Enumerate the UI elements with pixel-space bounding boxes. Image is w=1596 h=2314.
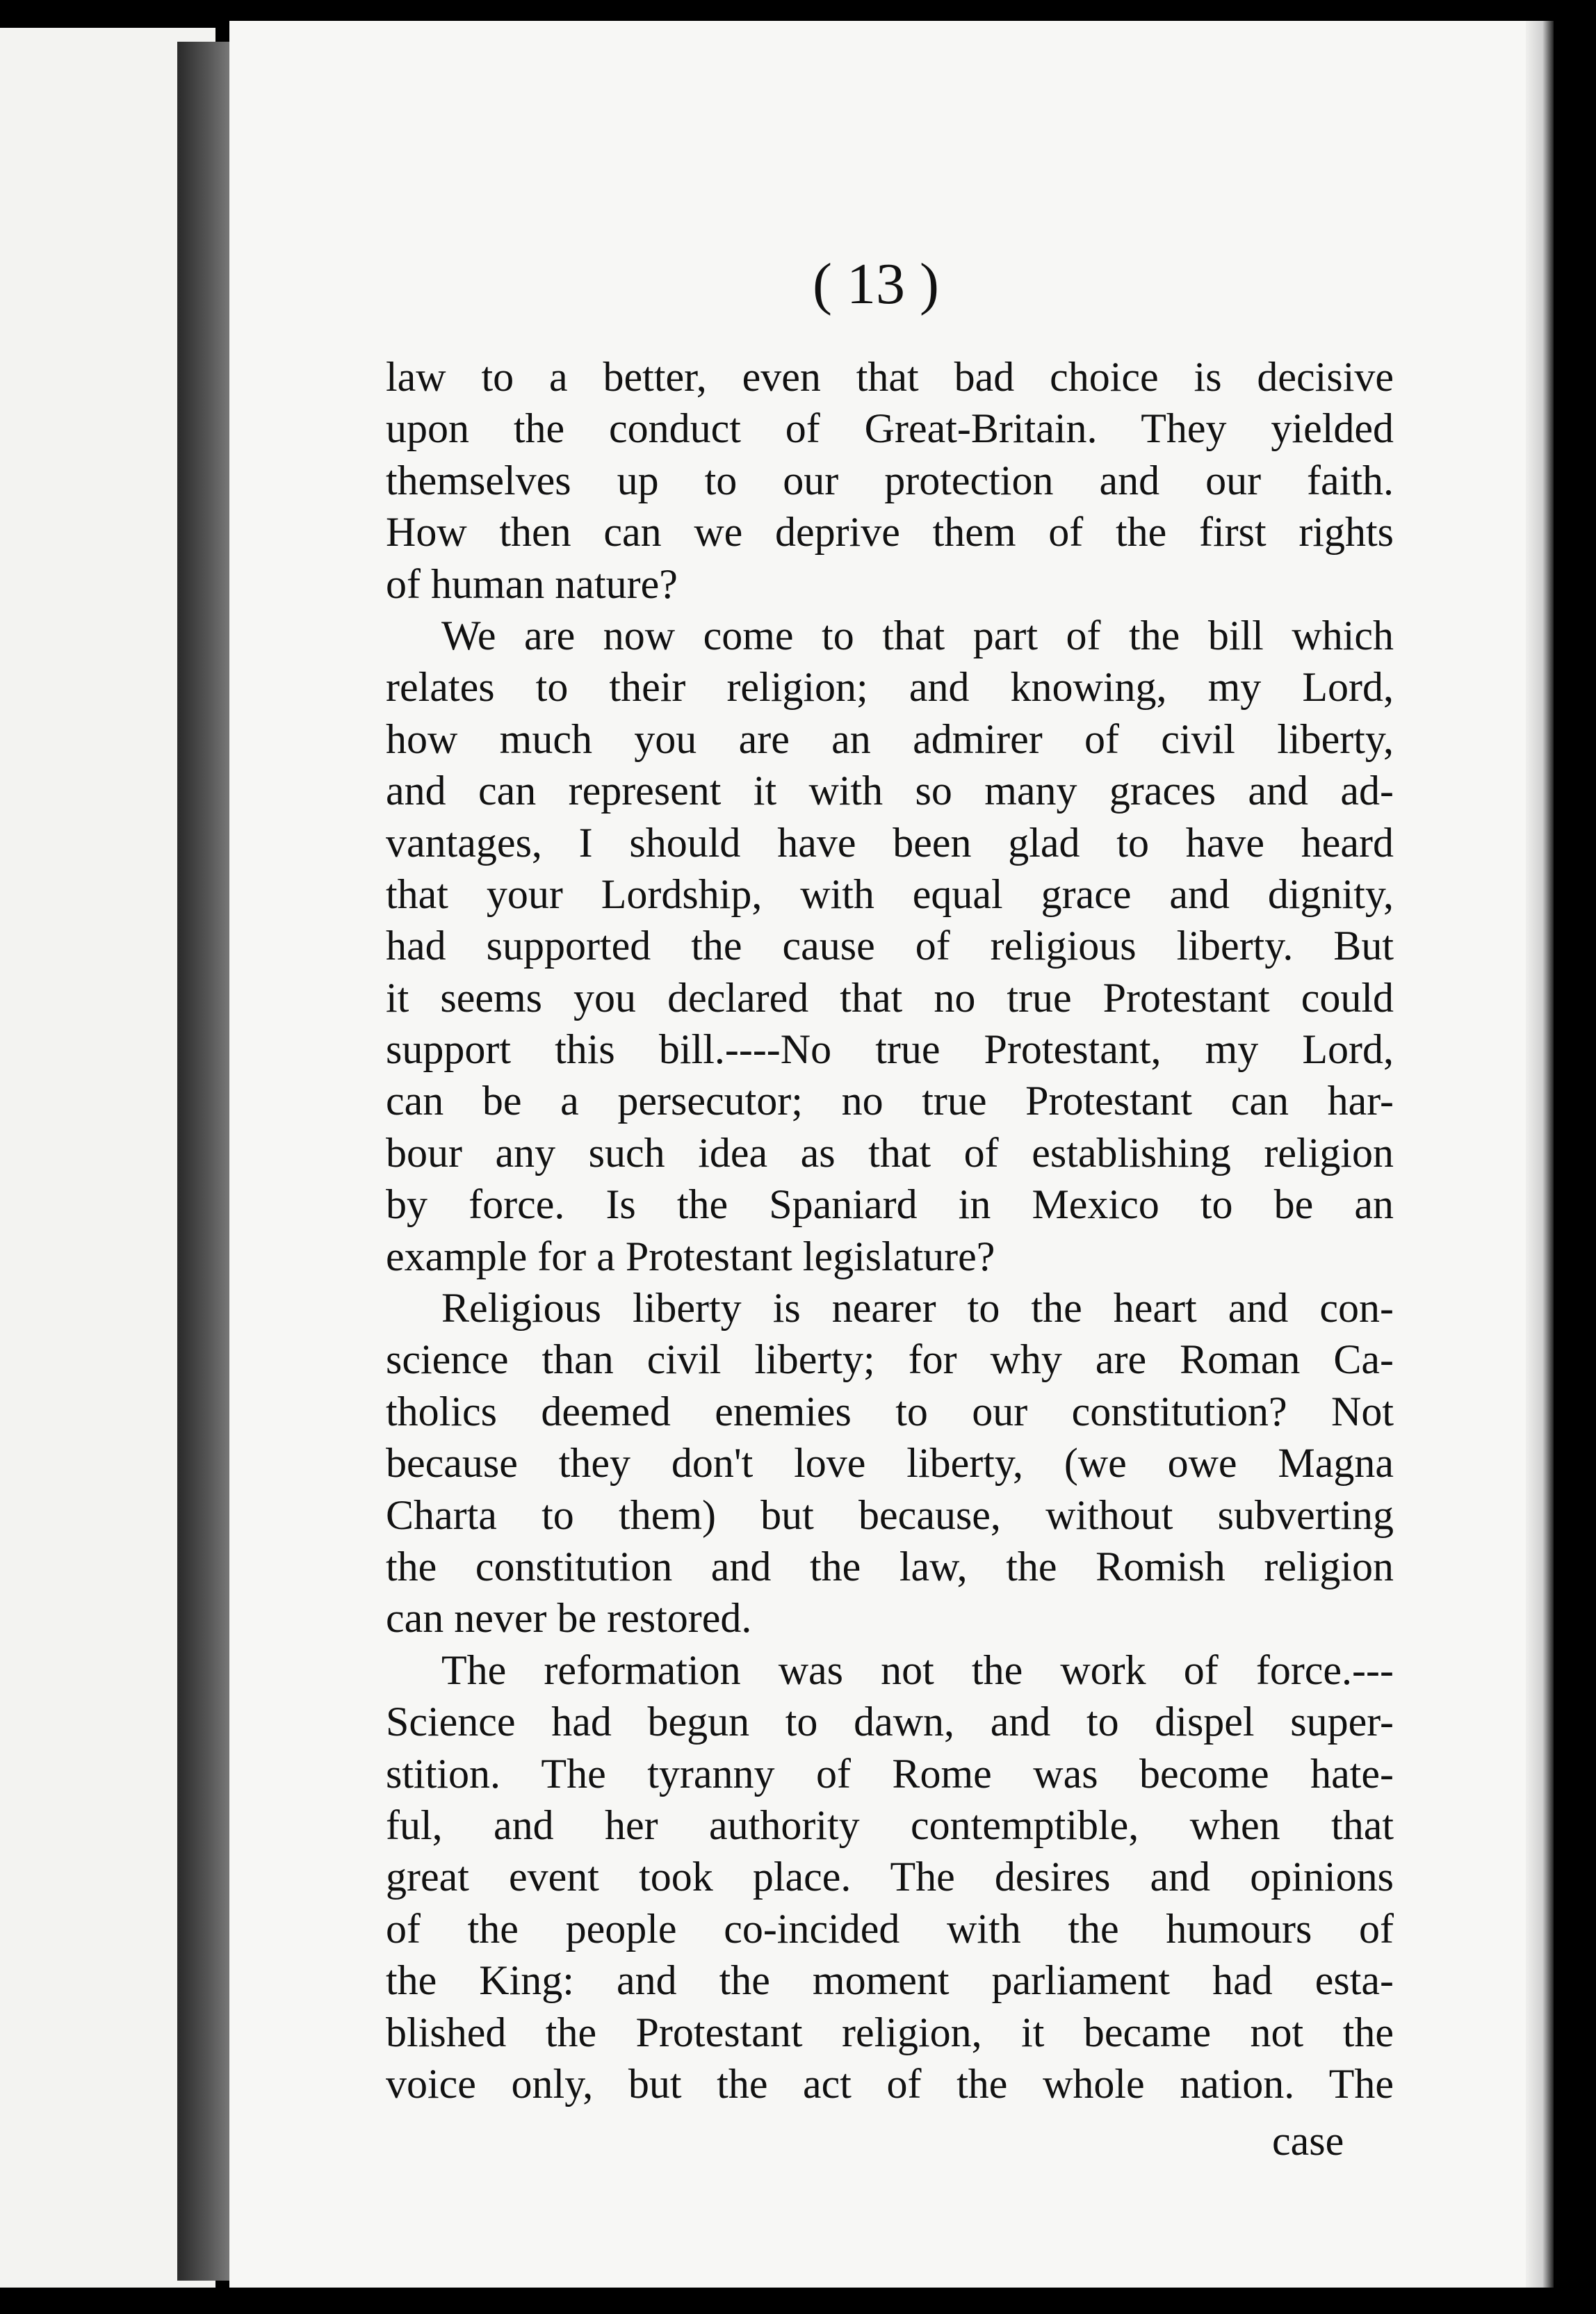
text-line: Science had begun to dawn, and to dispel super- — [386, 1699, 1394, 1745]
text-line: blished the Protestant religion, it became not the — [386, 2009, 1394, 2055]
body-text — [386, 351, 1394, 2110]
text-line: stition. The tyranny of Rome was become hate- — [386, 1750, 1394, 1797]
text-line: How then can we deprive them of the first rights — [386, 509, 1394, 556]
text-line: had supported the cause of religious liberty. But — [386, 923, 1394, 969]
text-line: Charta to them) but because, without subverting — [386, 1491, 1394, 1538]
text-line: We are now come to that part of the bill which — [441, 612, 1394, 658]
text-line: the constitution and the law, the Romish religion — [386, 1543, 1394, 1589]
right-page-edge — [1526, 21, 1554, 2288]
text-line: voice only, but the act of the whole nation. The — [386, 2060, 1394, 2107]
text-line: tholics deemed enemies to our constitution? Not — [386, 1388, 1394, 1434]
text-line: upon the conduct of Great-Britain. They yielded — [386, 405, 1394, 452]
text-line: vantages, I should have been glad to have heard — [386, 819, 1394, 866]
text-line: bour any such idea as that of establishing religion — [386, 1129, 1394, 1176]
text-line: it seems you declared that no true Protestant could — [386, 974, 1394, 1021]
text-line: because they don't love liberty, (we owe Magna — [386, 1440, 1394, 1487]
text-line: of the people co-incided with the humours of — [386, 1905, 1394, 1952]
text-line: ful, and her authority contemptible, when that — [386, 1802, 1394, 1848]
text-line: that your Lordship, with equal grace and dignity, — [386, 871, 1394, 917]
text-line: can never be restored. — [386, 1595, 752, 1642]
text-line: support this bill.----No true Protestant, my Lord, — [386, 1026, 1394, 1073]
text-line: law to a better, even that bad choice is decisive — [386, 354, 1394, 400]
text-line: science than civil liberty; for why are Roman Ca- — [386, 1336, 1394, 1383]
text-line: the King: and the moment parliament had esta- — [386, 1957, 1394, 2004]
text-line: by force. Is the Spaniard in Mexico to be an — [386, 1181, 1394, 1228]
text-line: how much you are an admirer of civil liberty, — [386, 715, 1394, 762]
text-line: can be a persecutor; no true Protestant can har- — [386, 1078, 1394, 1124]
page-number: ( 13 ) — [813, 252, 939, 316]
catchword: case — [1272, 2118, 1344, 2164]
text-line: and can represent it with so many graces and ad- — [386, 768, 1394, 814]
text-line: of human nature? — [386, 560, 678, 607]
text-line: Religious liberty is nearer to the heart and con- — [441, 1285, 1394, 1332]
text-line: great event took place. The desires and opinions — [386, 1854, 1394, 1900]
text-line: relates to their religion; and knowing, my Lord, — [386, 664, 1394, 711]
text-line: example for a Protestant legislature? — [386, 1233, 995, 1279]
text-line: The reformation was not the work of force.--- — [441, 1646, 1394, 1693]
text-line: themselves up to our protection and our faith. — [386, 457, 1394, 503]
